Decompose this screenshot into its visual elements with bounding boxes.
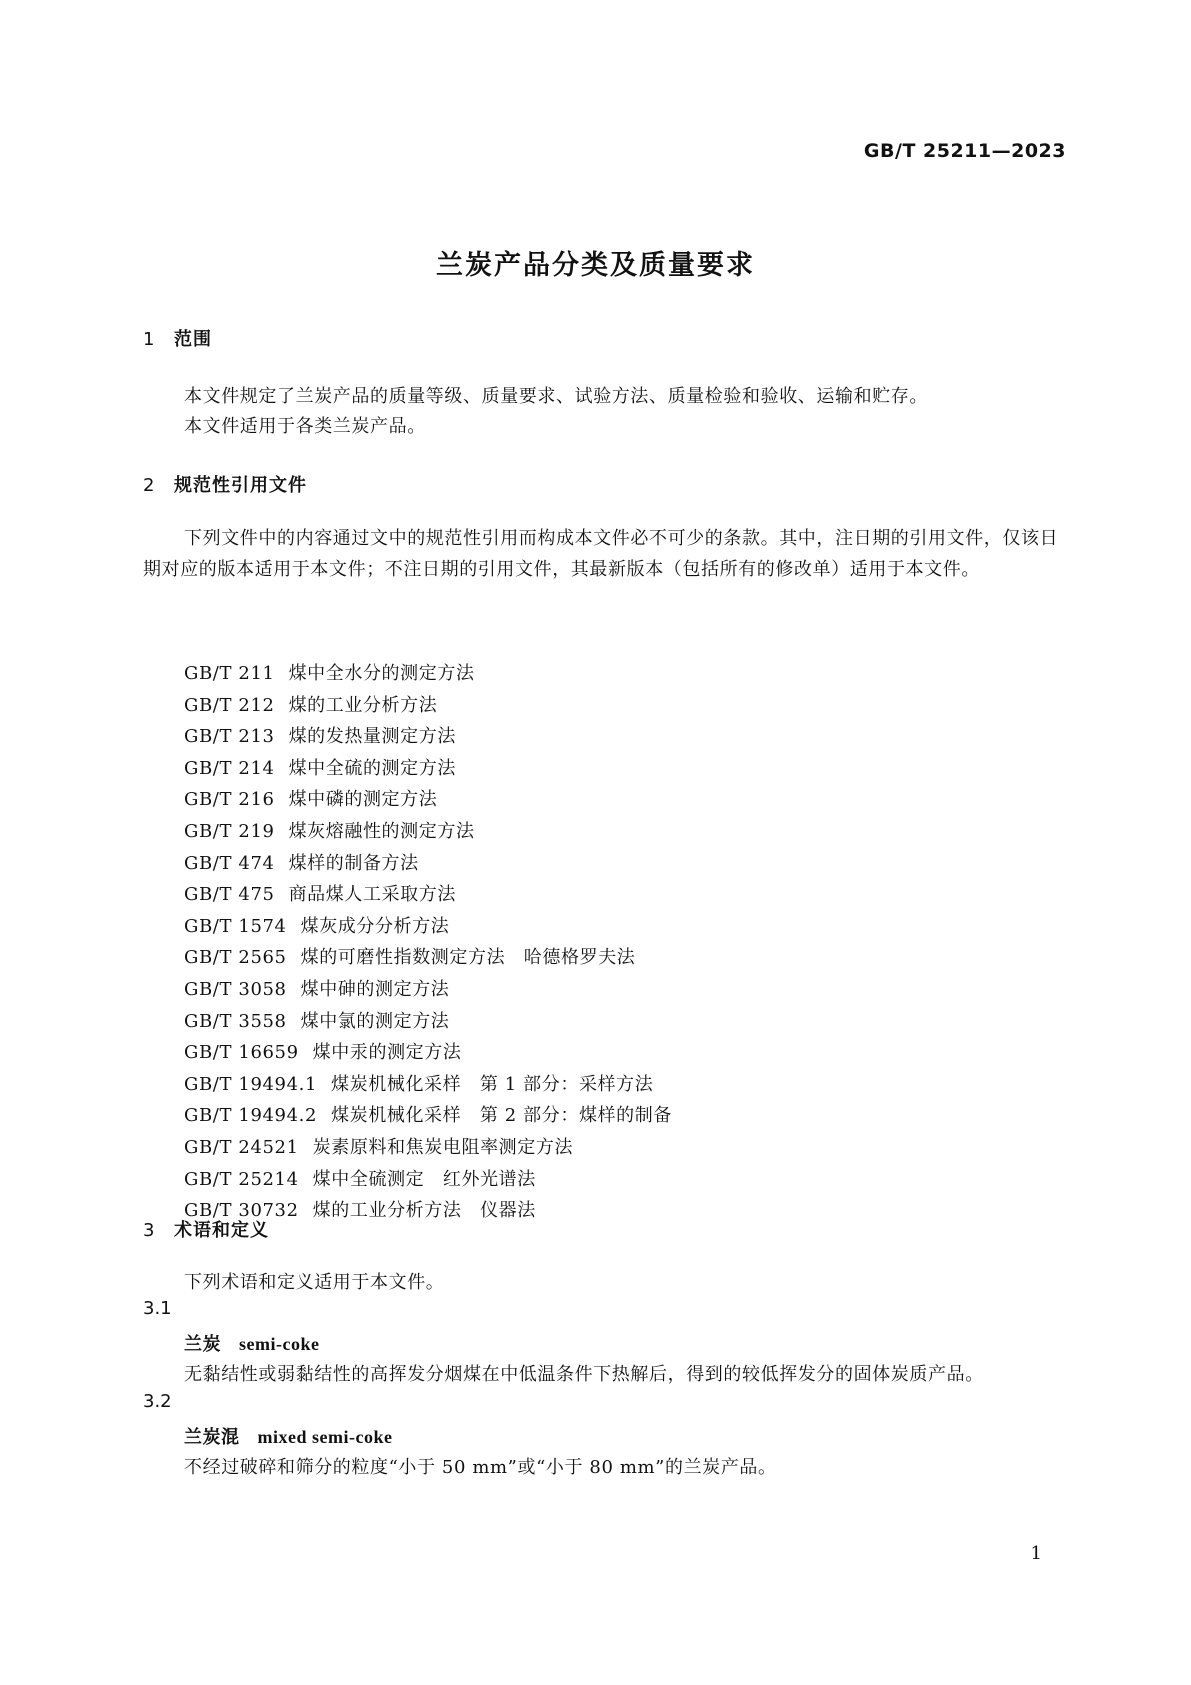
reference-item (184, 1037, 672, 1069)
reference-code: GB/T 214 (184, 757, 275, 779)
reference-item (184, 721, 672, 753)
reference-title: 炭素原料和焦炭电阻率测定方法 (312, 1136, 574, 1158)
term-3-2-heading (184, 1423, 392, 1449)
term-3-2-en: mixed semi-coke (257, 1427, 393, 1447)
reference-title: 煤中全硫的测定方法 (288, 757, 456, 779)
reference-title: 煤中汞的测定方法 (312, 1042, 462, 1064)
reference-code: GB/T 219 (184, 820, 275, 842)
section-2-title: 规范性引用文件 (174, 475, 307, 496)
reference-title: 煤中磷的测定方法 (288, 789, 438, 811)
reference-item (184, 753, 672, 785)
reference-title: 煤样的制备方法 (288, 852, 419, 874)
reference-code: GB/T 16659 (184, 1042, 299, 1064)
reference-item (184, 1069, 672, 1101)
section-3-number: 3 (143, 1220, 156, 1241)
section-1-heading (143, 325, 212, 351)
page-number: 1 (1030, 1543, 1042, 1564)
term-3-2-number: 3.2 (143, 1391, 172, 1412)
section-1-number: 1 (143, 329, 156, 350)
reference-item (184, 879, 672, 911)
reference-code: GB/T 25214 (184, 1168, 299, 1190)
reference-title: 煤的可磨性指数测定方法 哈德格罗夫法 (300, 947, 636, 969)
section-2-number: 2 (143, 475, 156, 496)
reference-item (184, 1100, 672, 1132)
section-1-paragraph-1: 本文件规定了兰炭产品的质量等级、质量要求、试验方法、质量检验和验收、运输和贮存。 (184, 386, 928, 407)
reference-item (184, 911, 672, 943)
reference-title: 煤灰成分分析方法 (300, 915, 450, 937)
reference-title: 煤中全水分的测定方法 (288, 663, 475, 684)
reference-title: 煤中砷的测定方法 (300, 978, 450, 1000)
reference-code: GB/T 213 (184, 726, 275, 748)
reference-title: 煤的工业分析方法 (288, 694, 438, 716)
section-1-paragraph-2: 本文件适用于各类兰炭产品。 (184, 416, 426, 437)
reference-code: GB/T 474 (184, 852, 275, 874)
reference-title: 煤中全硫测定 红外光谱法 (312, 1168, 536, 1190)
document-title: 兰炭产品分类及质量要求 (436, 250, 755, 281)
section-3-intro: 下列术语和定义适用于本文件。 (184, 1272, 445, 1293)
section-2-intro: 下列文件中的内容通过文中的规范性引用而构成本文件必不可少的条款。其中，注日期的引用文件，仅该日期对应的版本适用于本文件；不注日期的引用文件，其最新版本（包括所有的修改单）适用于本文件。 (143, 528, 1059, 580)
reference-code: GB/T 1574 (184, 915, 287, 937)
term-3-1-heading (184, 1330, 319, 1356)
document-code: GB/T 25211—2023 (863, 140, 1066, 162)
normative-reference-list (184, 658, 672, 1227)
reference-code: GB/T 30732 (184, 1200, 299, 1222)
term-3-2-zh: 兰炭混 (184, 1427, 240, 1448)
reference-title: 煤中氯的测定方法 (300, 1010, 450, 1032)
reference-code: GB/T 3558 (184, 1010, 287, 1032)
reference-item (184, 1132, 672, 1164)
reference-code: GB/T 211 (184, 663, 275, 684)
term-3-2-definition: 不经过破碎和筛分的粒度“小于 50 mm”或“小于 80 mm”的兰炭产品。 (184, 1457, 777, 1478)
reference-code: GB/T 475 (184, 884, 275, 906)
reference-code: GB/T 2565 (184, 947, 287, 969)
reference-code: GB/T 212 (184, 694, 275, 716)
reference-code: GB/T 3058 (184, 978, 287, 1000)
reference-title: 煤炭机械化采样 第 1 部分：采样方法 (331, 1073, 654, 1095)
reference-title: 商品煤人工采取方法 (288, 884, 456, 906)
reference-title: 煤的发热量测定方法 (288, 726, 456, 748)
reference-title: 煤的工业分析方法 仪器法 (312, 1200, 536, 1222)
reference-item (184, 816, 672, 848)
reference-item (184, 1006, 672, 1038)
reference-item (184, 1164, 672, 1196)
section-2-heading (143, 471, 307, 497)
reference-item (184, 974, 672, 1006)
reference-item (184, 658, 672, 690)
reference-code: GB/T 216 (184, 789, 275, 811)
term-3-1-zh: 兰炭 (184, 1334, 221, 1355)
reference-item (184, 848, 672, 880)
term-3-1-definition: 无黏结性或弱黏结性的高挥发分烟煤在中低温条件下热解后，得到的较低挥发分的固体炭质产品。 (184, 1364, 984, 1385)
reference-code: GB/T 19494.1 (184, 1073, 318, 1095)
reference-title: 煤炭机械化采样 第 2 部分：煤样的制备 (331, 1105, 672, 1127)
reference-item (184, 942, 672, 974)
reference-code: GB/T 19494.2 (184, 1105, 318, 1127)
reference-item (184, 690, 672, 722)
term-3-1-en: semi-coke (239, 1334, 320, 1354)
reference-item (184, 784, 672, 816)
section-3-heading (143, 1216, 269, 1242)
reference-code: GB/T 24521 (184, 1136, 299, 1158)
reference-title: 煤灰熔融性的测定方法 (288, 820, 475, 842)
term-3-1-number: 3.1 (143, 1298, 172, 1319)
section-1-title: 范围 (174, 329, 212, 350)
section-3-title: 术语和定义 (174, 1220, 269, 1241)
